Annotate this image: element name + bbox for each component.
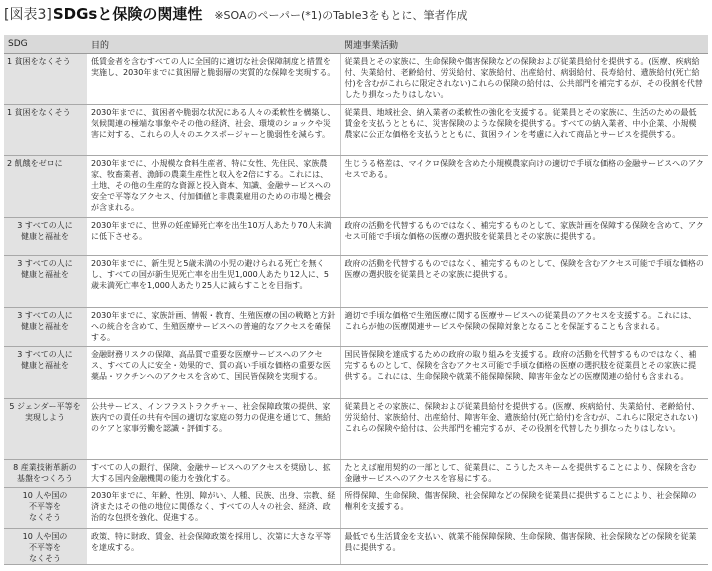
sdg-cell: 10 人や国の 不平等を なくそう bbox=[4, 529, 87, 565]
activity-cell: 所得保障、生命保険、傷害保険、社会保障などの保険を従業員に提供することにより、社会保障の権利を支援する。 bbox=[340, 488, 708, 529]
goal-cell: 金融財務リスクの保障、高品質で重要な医療サービスへのアクセス、すべての人に安全・効果的で、質の高い手頃な価格の重要な医薬品・ワクチンへのアクセスを含めて、国民皆保険を実現する。 bbox=[87, 347, 340, 399]
table-row bbox=[4, 308, 708, 347]
figure-source-note: ※SOAのペーパー(*1)のTable3をもとに、筆者作成 bbox=[214, 9, 468, 22]
activity-cell: たとえば雇用契約の一部として、従業員に、こうしたスキームを提供することにより、保険を含む金融サービスへのアクセスを容易にする。 bbox=[340, 460, 708, 488]
figure-title-bar bbox=[4, 3, 468, 29]
activity-cell: 従業員とその家族に、生命保険や傷害保険などの保険および従業員給付を提供する。(医療、疾病給付、失業給付、老齢給付、労災給付、家族給付、出産給付、病弱給付、長寿給付、遺族給付(死亡給付)を含むがこれらに限定されない)これらの保険の給付は、公共部門を補完するが、その役割を代替したり損なったりはしない。 bbox=[340, 54, 708, 105]
goal-cell: 2030年までに、年齢、性別、障がい、人種、民族、出身、宗教、経済またはその他の地位に関係なく、すべての人々の社会、経済、政治的な包摂を強化、促進する。 bbox=[87, 488, 340, 529]
goal-cell: 公共サービス、インフラストラクチャー、社会保障政策の提供、家族内での責任の共有や国の適切な家庭の努力の促進を通じて、無給のケアと家事労働を認識・評価する。 bbox=[87, 399, 340, 460]
table-row bbox=[4, 156, 708, 218]
sdg-cell: 8 産業技術革新の 基盤をつくろう bbox=[4, 460, 87, 488]
sdg-cell: 5 ジェンダー平等を 実現しよう bbox=[4, 399, 87, 460]
header-sdg: SDG bbox=[4, 35, 87, 54]
sdgs-insurance-table bbox=[4, 35, 708, 565]
table-row bbox=[4, 488, 708, 529]
sdg-cell: 3 すべての人に 健康と福祉を bbox=[4, 308, 87, 347]
goal-cell: 政策、特に財政、賃金、社会保障政策を採用し、次第に大きな平等を達成する。 bbox=[87, 529, 340, 565]
table-row bbox=[4, 256, 708, 308]
activity-cell: 生じうる格差は、マイクロ保険を含めた小規模農家向けの適切で手頃な価格の金融サービスへのアクセスである。 bbox=[340, 156, 708, 218]
goal-cell: 2030年までに、世界の妊産婦死亡率を出生10万人あたり70人未満に低下させる。 bbox=[87, 218, 340, 256]
sdg-cell: 1 貧困をなくそう bbox=[4, 105, 87, 156]
table-header-row bbox=[4, 35, 708, 54]
sdg-cell: 10 人や国の 不平等を なくそう bbox=[4, 488, 87, 529]
table-row bbox=[4, 105, 708, 156]
table-row bbox=[4, 347, 708, 399]
table-row bbox=[4, 399, 708, 460]
figure-label: [図表3] bbox=[4, 7, 52, 23]
goal-cell: 2030年までに、家族計画、情報・教育、生殖医療の国の戦略と方針への統合を含めて、生殖医療サービスへの普遍的なアクセスを確保する。 bbox=[87, 308, 340, 347]
sdg-cell: 3 すべての人に 健康と福祉を bbox=[4, 256, 87, 308]
activity-cell: 政府の活動を代替するものではなく、補完するものとして、保険を含むアクセス可能で手頃な価格の医療の選択肢を従業員とその家族に提供する。 bbox=[340, 256, 708, 308]
sdg-cell: 2 飢餓をゼロに bbox=[4, 156, 87, 218]
table-row bbox=[4, 54, 708, 105]
table-row bbox=[4, 218, 708, 256]
activity-cell: 最低でも生活賃金を支払い、就業不能保障保険、生命保険、傷害保険、社会保険などの保険を従業員に提供する。 bbox=[340, 529, 708, 565]
table-row bbox=[4, 460, 708, 488]
sdg-cell: 3 すべての人に 健康と福祉を bbox=[4, 347, 87, 399]
table-row bbox=[4, 529, 708, 565]
goal-cell: すべての人の銀行、保険、金融サービスへのアクセスを奨励し、拡大する国内金融機関の能力を強化する。 bbox=[87, 460, 340, 488]
activity-cell: 適切で手頃な価格で生殖医療に関する医療サービスへの従業員のアクセスを支援する。これには、これらが他の医療関連サービスや保険の保障対象となることを保証することも含まれる。 bbox=[340, 308, 708, 347]
figure-title: SDGsと保険の関連性 bbox=[52, 5, 203, 23]
activity-cell: 政府の活動を代替するものではなく、補完するものとして、家族計画を保障する保険を含めて、アクセス可能で手頃な価格の医療の選択肢を従業員とその家族に提供する。 bbox=[340, 218, 708, 256]
goal-cell: 2030年までに、新生児と5歳未満の小児の避けられる死亡を無くし、すべての国が新生児死亡率を出生児1,000人あたり12人に、5歳未満死亡率を1,000人あたり25人に減らすことを目指す。 bbox=[87, 256, 340, 308]
header-goal: 目的 bbox=[87, 35, 340, 54]
activity-cell: 従業員とその家族に、保険および従業員給付を提供する。(医療、疾病給付、失業給付、老齢給付、労災給付、家族給付、出産給付、障害年金、遺族給付(死亡給付)を含むが、これらに限定されない)これらの保険や給付は、公共部門を補完するが、その役割を代替したり損なったりはしない。 bbox=[340, 399, 708, 460]
activity-cell: 国民皆保険を達成するための政府の取り組みを支援する。政府の活動を代替するものではなく、補完するものとして、保険を含むアクセス可能で手頃な価格の医療の選択肢を従業員とその家族に提供する。これには、生命保険や就業不能保障保険、障害年金などの医療関連の給付も含まれる。 bbox=[340, 347, 708, 399]
goal-cell: 2030年までに、貧困者や脆弱な状況にある人々の柔軟性を構築し、気候関連の極端な事象やその他の経済、社会、環境のショックや災害に対する、これらの人々のエクスポージャーと脆弱性を減らす。 bbox=[87, 105, 340, 156]
goal-cell: 2030年までに、小規模な食料生産者、特に女性、先住民、家族農家、牧畜業者、漁師の農業生産性と収入を2倍にする。これには、土地、その他の生産的な資源と投入資本、知識、金融サービスへの安全で平等なアクセス、付加価値と非農業雇用のための市場と機会が含まれる。 bbox=[87, 156, 340, 218]
sdg-cell: 1 貧困をなくそう bbox=[4, 54, 87, 105]
goal-cell: 低賃金者を含むすべての人に全国的に適切な社会保障制度と措置を実施し、2030年までに貧困層と脆弱層の実質的な保障を実現する。 bbox=[87, 54, 340, 105]
header-activity: 関連事業活動 bbox=[340, 35, 708, 54]
sdg-cell: 3 すべての人に 健康と福祉を bbox=[4, 218, 87, 256]
activity-cell: 従業員、地域社会、納入業者の柔軟性の強化を支援する。従業員とその家族に、生活のための最低賃金を支払うとともに、災害保険のような保険を提供する。すべての納入業者、中小企業、小規模農家に公正な価格を支払うとともに、貧困ラインを考慮に入れて商品とサービスを提供する。 bbox=[340, 105, 708, 156]
